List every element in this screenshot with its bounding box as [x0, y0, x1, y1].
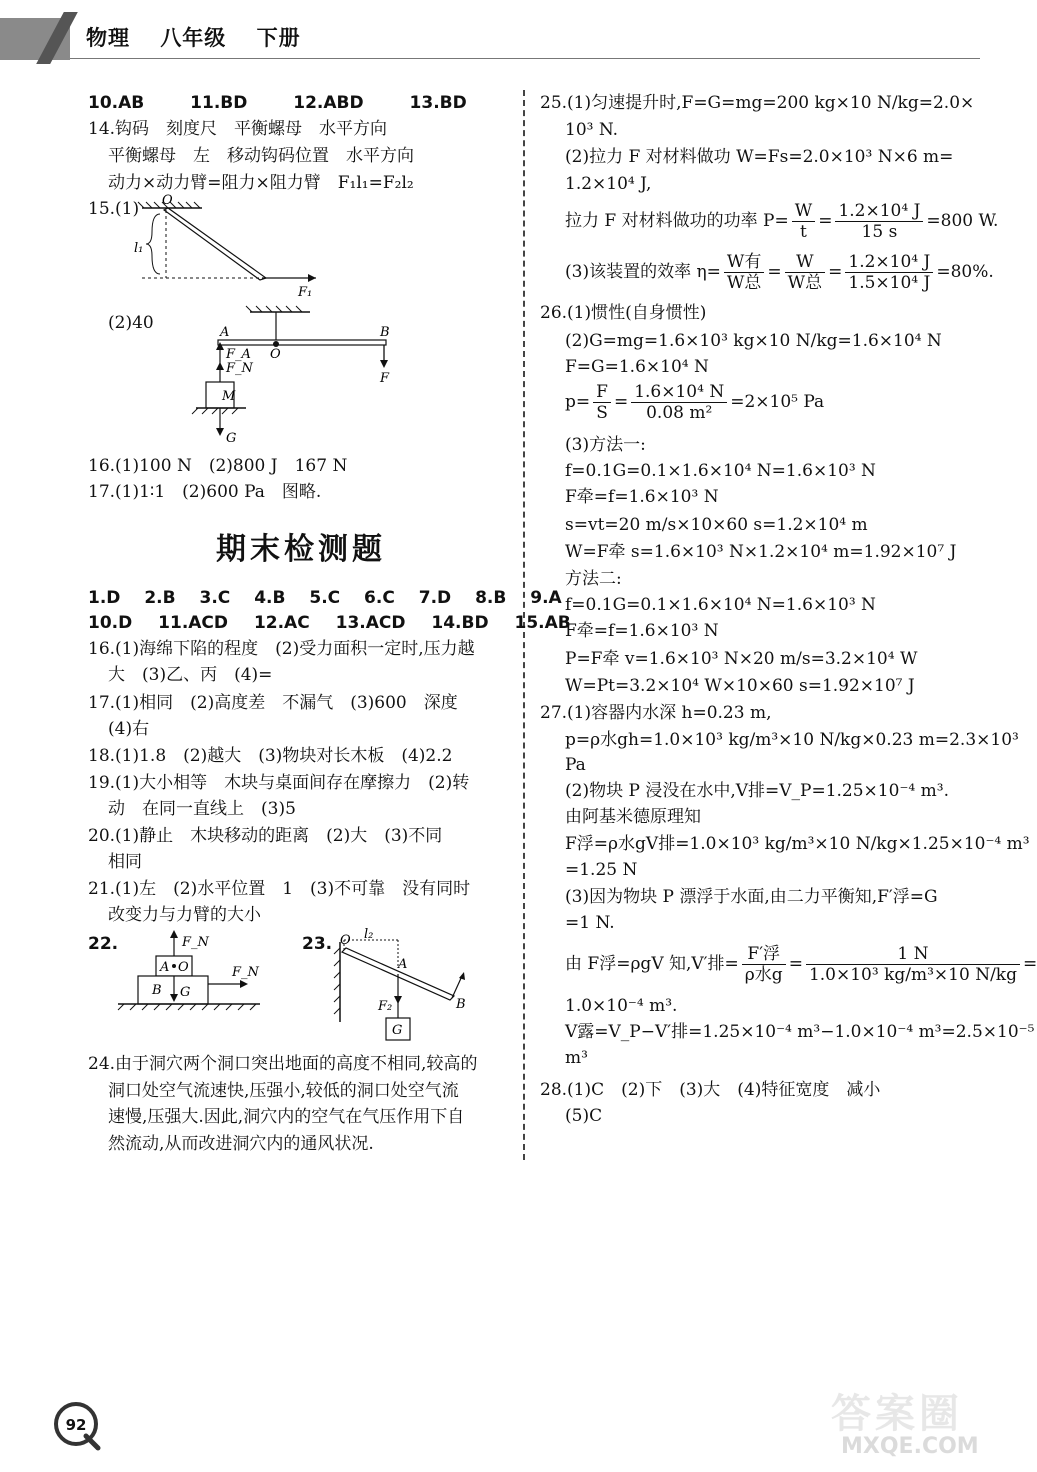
label-o: O: [340, 933, 351, 948]
q16: 16.(1)100 N (2)800 J 167 N: [88, 456, 348, 476]
label-l1: l₁: [134, 241, 144, 256]
answers-10-13: 10.AB 11.BD 12.ABD 13.BD: [88, 93, 467, 113]
q27-line1: 27.(1)容器内水深 h=0.23 m,: [540, 703, 772, 723]
q26-line9: W=F牵 s=1.6×10³ N×1.2×10⁴ m=1.92×10⁷ J: [565, 542, 957, 562]
label-f2: F₂: [378, 999, 393, 1014]
q26-line4: p= $\frac{F}{S}$ = $\frac{\text{1.6×10⁴ N}}{\text{0.08 m²}}$ =2×10⁵ Pa: [565, 382, 825, 423]
header-title: [86, 22, 323, 52]
q15-part1-label: 15.(1): [88, 199, 140, 219]
q17b-line1: 17.(1)相同 (2)高度差 不漏气 (3)600 深度: [88, 693, 458, 713]
label-f: F: [380, 371, 390, 386]
label-fn: F_N: [226, 361, 253, 376]
section-title: 期末检测题: [216, 532, 386, 567]
q26-line2: (2)G=mg=1.6×10³ kg×10 N/kg=1.6×10⁴ N: [565, 331, 942, 351]
label-b: B: [152, 983, 162, 998]
q28-line1: 28.(1)C (2)下 (3)大 (4)特征宽度 减小: [540, 1080, 881, 1100]
header-grade: 八年级: [160, 26, 227, 50]
q27-line2: p=ρ水gh=1.0×10³ kg/m³×10 N/kg×0.23 m=2.3×10³: [565, 730, 1019, 750]
q19-line1: 19.(1)大小相等 木块与桌面间存在摩擦力 (2)转: [88, 773, 470, 793]
label-f1: F₁: [298, 285, 313, 300]
q27-line9: =1 N.: [565, 913, 615, 933]
label-g: G: [392, 1023, 403, 1038]
q15-part2-label: (2)40: [108, 313, 154, 333]
q26-line14: W=Pt=3.2×10⁴ W×10×60 s=1.92×10⁷ J: [565, 676, 915, 696]
label-a: A: [398, 957, 408, 972]
watermark-logo: 答案圈: [831, 1391, 963, 1437]
label-b: B: [456, 997, 466, 1012]
q16b-line2: 大 (3)乙、丙 (4)=: [108, 665, 273, 685]
q27-line3: Pa: [565, 755, 586, 775]
q27-line5: 由阿基米德原理知: [565, 807, 701, 827]
q26-line3: F=G=1.6×10⁴ N: [565, 357, 709, 377]
q21-line2: 改变力与力臂的大小: [108, 905, 261, 925]
label-m: M: [222, 389, 236, 404]
mc-row2: 10.D 11.ACD 12.AC 13.ACD 14.BD 15.AB: [88, 613, 571, 633]
q17: 17.(1)1∶1 (2)600 Pa 图略.: [88, 482, 322, 502]
q25-line1: 25.(1)匀速提升时,F=G=mg=200 kg×10 N/kg=2.0×: [540, 93, 975, 113]
page-number: 92: [65, 1416, 87, 1434]
mc-row1: 1.D 2.B 3.C 4.B 5.C 6.C 7.D 8.B 9.A: [88, 588, 562, 608]
watermark-url: MXQE.COM: [841, 1434, 979, 1459]
header-volume: 下册: [256, 26, 301, 50]
q27-line4: (2)物块 P 浸没在水中,V排=V_P=1.25×10⁻⁴ m³.: [565, 781, 949, 801]
q14-line2: 平衡螺母 左 移动钩码位置 水平方向: [108, 146, 414, 166]
label-o: O: [270, 347, 281, 362]
page-number-badge: [52, 1400, 104, 1452]
q26-line7: F牵=f=1.6×10³ N: [565, 487, 719, 507]
q27-line7: =1.25 N: [565, 860, 638, 880]
label-l2: l₂: [364, 927, 374, 942]
figure-15-2: [190, 304, 410, 454]
q25-line4: 1.2×10⁴ J,: [565, 174, 652, 194]
q24-line4: 然流动,从而改进洞穴内的通风状况.: [108, 1134, 374, 1154]
figure-23: [328, 926, 498, 1050]
q25-line3: (2)拉力 F 对材料做功 W=Fs=2.0×10³ N×6 m=: [565, 147, 954, 167]
q24-line3: 速慢,压强大.因此,洞穴内的空气在气压作用下自: [108, 1107, 465, 1127]
q26-line10: 方法二:: [565, 569, 622, 589]
header-rule: [70, 58, 980, 59]
label-fn-right: F_N: [232, 965, 259, 980]
page-header: [0, 0, 1000, 68]
label-fa: F_A: [226, 347, 251, 362]
label-a: A: [160, 960, 170, 975]
watermark: [825, 1378, 995, 1468]
q27-line8: (3)因为物块 P 漂浮于水面,由二力平衡知,F′浮=G: [565, 887, 938, 907]
label-fn-top: F_N: [182, 935, 209, 950]
q26-line1: 26.(1)惯性(自身惯性): [540, 303, 707, 323]
label-o: O: [162, 193, 173, 208]
q14-line1: 14.钩码 刻度尺 平衡螺母 水平方向: [88, 119, 388, 139]
q23-label: 23.: [302, 934, 333, 954]
q19-line2: 动 在同一直线上 (3)5: [108, 799, 296, 819]
label-o: O: [178, 960, 189, 975]
q25-line5: 拉力 F 对材料做功的功率 P= $\frac{W}{t}$ = $\frac{\text{1.2×10⁴ J}}{15 s}$ =800 W.: [565, 201, 999, 242]
q21-line1: 21.(1)左 (2)水平位置 1 (3)不可靠 没有同时: [88, 879, 471, 899]
q27-line11: 1.0×10⁻⁴ m³.: [565, 996, 678, 1016]
figure-15-1: [130, 192, 330, 302]
figure-22: [110, 928, 270, 1020]
label-a: A: [220, 325, 230, 340]
q25-line6: (3)该装置的效率 η= $\frac{\text{W有}}{\text{W总}}$ = $\frac{W}{\text{W总}}$ = $\frac{\text{1.2×10⁴ J}}{\text{1.5×10⁴ J}}$ =80%.: [565, 252, 994, 293]
q25-line2: 10³ N.: [565, 120, 619, 140]
brace-l1: [146, 214, 160, 274]
q22-label: 22.: [88, 934, 119, 954]
q24-line1: 24.由于洞穴两个洞口突出地面的高度不相同,较高的: [88, 1054, 478, 1074]
q20-line2: 相同: [108, 852, 142, 872]
label-g: G: [226, 431, 237, 446]
q20-line1: 20.(1)静止 木块移动的距离 (2)大 (3)不同: [88, 826, 443, 846]
q26-line11: f=0.1G=0.1×1.6×10⁴ N=1.6×10³ N: [565, 595, 876, 615]
label-g: G: [180, 985, 191, 1000]
q18: 18.(1)1.8 (2)越大 (3)物块对长木板 (4)2.2: [88, 746, 453, 766]
q26-line13: P=F牵 v=1.6×10³ N×20 m/s=3.2×10⁴ W: [565, 649, 918, 669]
q26-line8: s=vt=20 m/s×10×60 s=1.2×10⁴ m: [565, 515, 868, 535]
q27-line13: m³: [565, 1048, 588, 1068]
q28-line2: (5)C: [565, 1106, 603, 1126]
q26-line6: f=0.1G=0.1×1.6×10⁴ N=1.6×10³ N: [565, 461, 876, 481]
q26-line12: F牵=f=1.6×10³ N: [565, 621, 719, 641]
q16b-line1: 16.(1)海绵下陷的程度 (2)受力面积一定时,压力越: [88, 639, 475, 659]
lever-bar: [218, 340, 386, 345]
header-subject: 物理: [86, 26, 130, 50]
q27-line6: F浮=ρ水gV排=1.0×10³ kg/m³×10 N/kg×1.25×10⁻⁴ m³: [565, 834, 1030, 854]
q27-line10: 由 F浮=ρgV 知,V′排= $\frac{\text{F′浮}}{\text{ρ水g}}$ = $\frac{1 N}{\text{1.0×10³ kg/m³×10 N/kg}}$ =: [565, 944, 1037, 985]
q26-line5: (3)方法一:: [565, 435, 646, 455]
q27-line12: V露=V_P−V′排=1.25×10⁻⁴ m³−1.0×10⁻⁴ m³=2.5×10⁻⁵: [565, 1022, 1035, 1042]
q14-line3: 动力×动力臂=阻力×阻力臂 F₁l₁=F₂l₂: [108, 173, 414, 193]
lever-bar: [164, 208, 266, 280]
label-b: B: [380, 325, 390, 340]
q24-line2: 洞口处空气流速快,压强小,较低的洞口处空气流: [108, 1081, 459, 1101]
q17b-line2: (4)右: [108, 719, 150, 739]
